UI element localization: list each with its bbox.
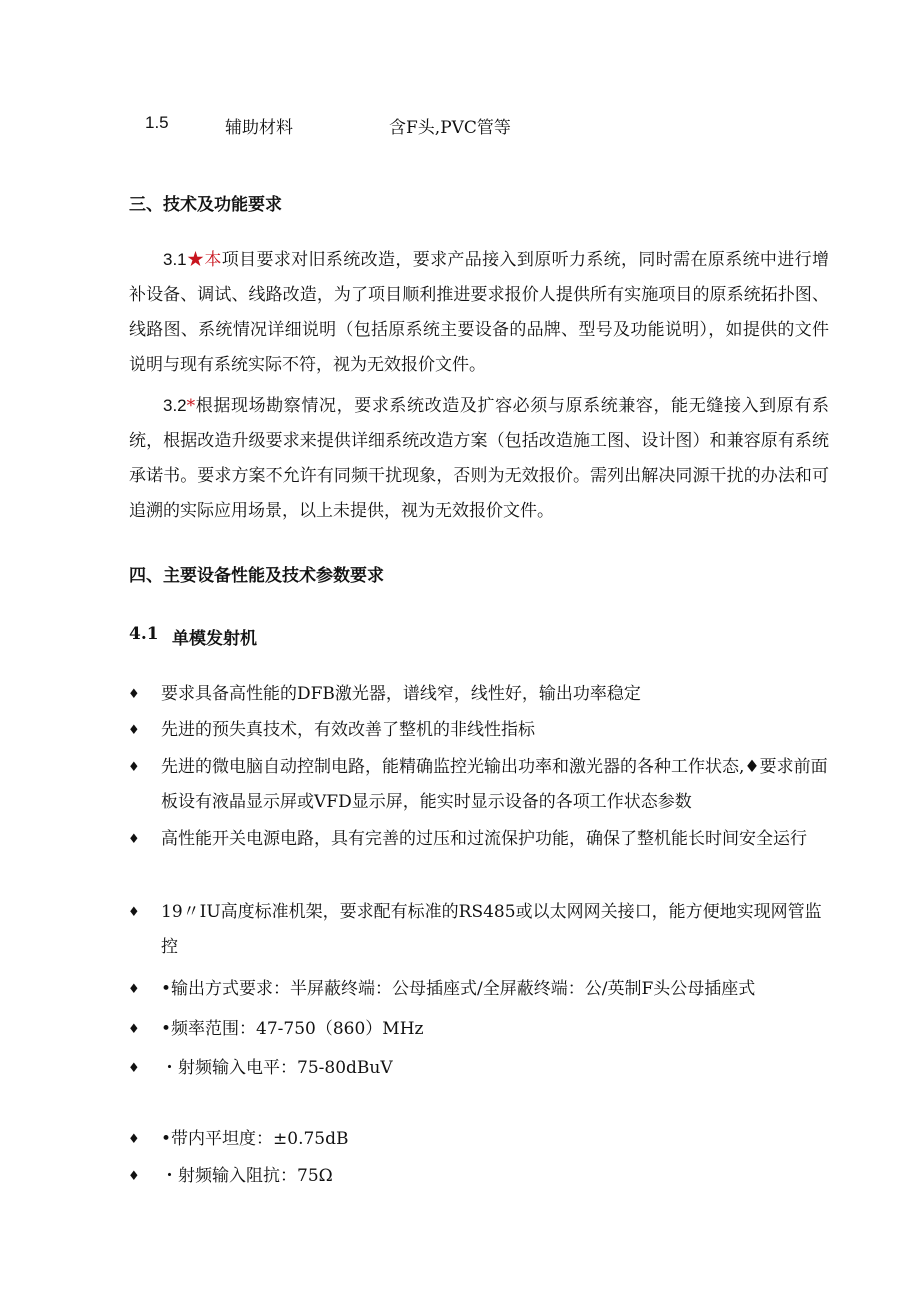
list-item-text: 高性能开关电源电路，具有完善的过压和过流保护功能，确保了整机能长时间安全运行: [161, 829, 807, 849]
paragraph-3-1-text: 项目要求对旧系统改造，要求产品接入到原听力系统，同时需在原系统中进行增补设备、调试、线路改造，为了项目顺利推进要求报价人提供所有实施项目的原系统拓扑图、线路图、系统情况详细说明（包括原系统主要设备的品牌、型号及功能说明），如提供的文件说明与现有系统实际不符，视为无效报价文件。: [129, 250, 830, 375]
list-item: [128, 972, 829, 1007]
diamond-bullet-icon: ♦: [128, 905, 140, 920]
diamond-bullet-icon: ♦: [128, 982, 140, 997]
paragraph-3-2-text: 根据现场勘察情况，要求系统改造及扩容必须与原系统兼容，能无缝接入到原有系统，根据改造升级要求来提供详细系统改造方案（包括改造施工图、设计图）和兼容原有系统承诺书。要求方案不允许有同频干扰现象，否则为无效报价。需列出解决同源干扰的办法和可追溯的实际应用场景，以上未提供，视为无效报价文件。: [129, 396, 829, 521]
list-item: [128, 677, 829, 712]
diamond-bullet-icon: ♦: [128, 1022, 140, 1037]
list-item-text: ・射频输入电平：75-80dBuV: [161, 1058, 393, 1078]
list-item-text: 19〃IU高度标准机架，要求配有标准的RS485或以太网网关接口，能方便地实现网管监控: [161, 902, 822, 957]
list-item: [128, 895, 829, 967]
section-3-title: 三、技术及功能要求: [129, 195, 282, 215]
paragraph-3-1: [129, 242, 829, 383]
list-item-text: 先进的预失真技术，有效改善了整机的非线性指标: [161, 720, 535, 740]
table-row-name: 辅助材料: [225, 118, 293, 138]
list-item: [128, 1159, 829, 1194]
subsection-4-1-number: 4.1: [129, 624, 159, 644]
diamond-bullet-icon: ♦: [128, 1061, 140, 1076]
list-item-text: •带内平坦度：±0.75dB: [161, 1129, 349, 1149]
list-item-text: •输出方式要求：半屏蔽终端：公母插座式/全屏蔽终端：公/英制F头公母插座式: [161, 979, 756, 999]
paragraph-3-1-number: 3.1: [163, 250, 187, 269]
table-row-note: 含F头,PVC管等: [389, 118, 511, 138]
list-item-text: ・射频输入阻抗：75Ω: [161, 1166, 333, 1186]
star-mark-3-2: *: [186, 396, 196, 416]
list-item: [128, 1122, 829, 1157]
diamond-bullet-icon: ♦: [128, 1132, 140, 1147]
subsection-4-1-title: 单模发射机: [172, 629, 257, 649]
section-4-title: 四、主要设备性能及技术参数要求: [129, 566, 384, 586]
diamond-bullet-icon: ♦: [128, 687, 140, 702]
table-row-number: 1.5: [145, 113, 169, 132]
star-mark-3-1: ★本: [186, 250, 222, 270]
diamond-bullet-icon: ♦: [128, 723, 140, 738]
list-item: [128, 822, 829, 894]
diamond-bullet-icon: ♦: [128, 832, 140, 847]
paragraph-3-2-number: 3.2: [163, 396, 187, 415]
list-item-text: •频率范围：47-750（860）MHz: [161, 1019, 424, 1039]
list-item-text: 先进的微电脑自动控制电路，能精确监控光输出功率和激光器的各种工作状态,♦要求前面板设有液晶显示屏或VFD显示屏，能实时显示设备的各项工作状态参数: [161, 757, 828, 812]
list-item: [128, 750, 829, 822]
list-item: [128, 1012, 829, 1047]
list-item-text: 要求具备高性能的DFB激光器，谱线窄，线性好，输出功率稳定: [161, 684, 641, 704]
paragraph-3-2: [129, 388, 829, 529]
list-item: [128, 713, 829, 748]
list-item: [128, 1051, 829, 1086]
diamond-bullet-icon: ♦: [128, 760, 140, 775]
diamond-bullet-icon: ♦: [128, 1169, 140, 1184]
